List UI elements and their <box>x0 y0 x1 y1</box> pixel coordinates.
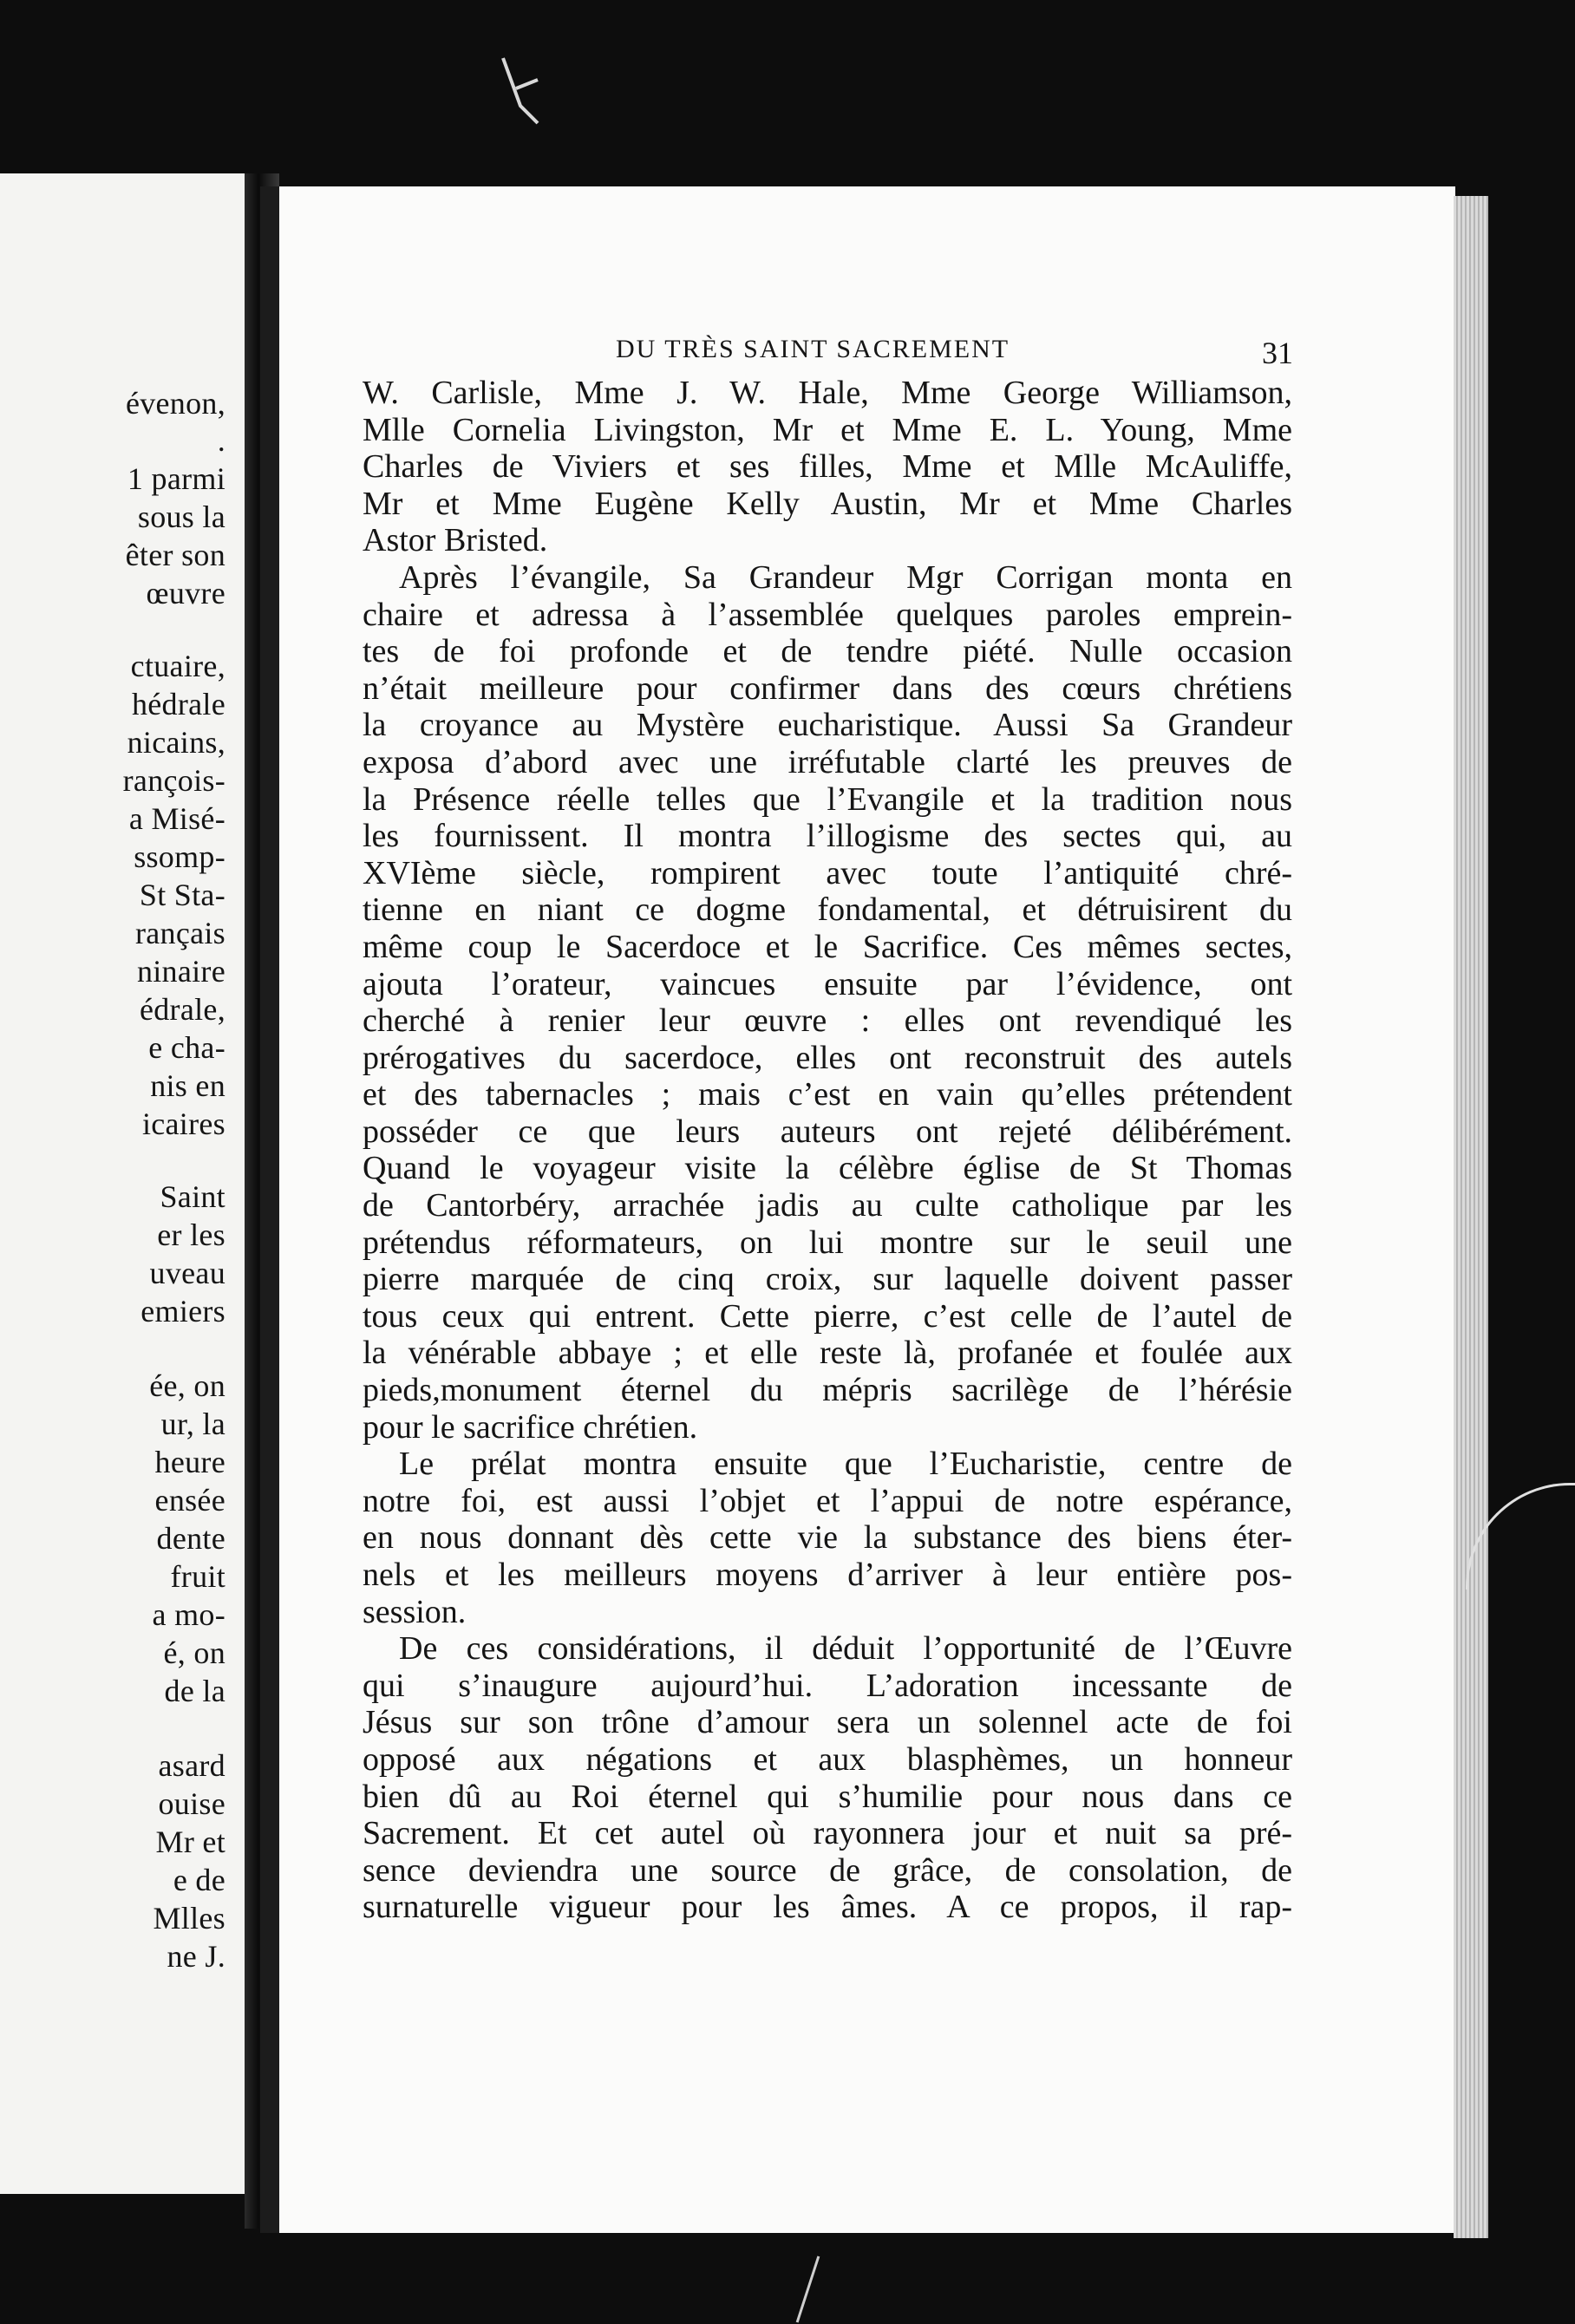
left-page-line: ninaire <box>136 954 225 989</box>
left-page-line: Mlles <box>153 1901 225 1936</box>
page-edges <box>1454 196 1488 2238</box>
left-page-line: édrale, <box>139 992 225 1027</box>
left-page-line: 1 parmi <box>127 461 225 496</box>
left-page-line: er les <box>157 1217 225 1252</box>
left-page-line: nicains, <box>127 725 225 760</box>
page-number: 31 <box>1262 336 1293 370</box>
body-line: qui s’inaugure aujourd’hui. L’adoration incessante de <box>363 1667 1292 1704</box>
body-line: prérogatives du sacerdoce, elles ont reconstruit des autels <box>363 1039 1292 1076</box>
left-page-line: fruit <box>170 1559 225 1594</box>
left-page-line: rançais <box>134 916 225 950</box>
body-line: nels et les meilleurs moyens d’arriver à leur entière pos- <box>363 1557 1292 1593</box>
left-facing-page <box>0 173 245 2194</box>
body-line: pour le sacrifice chrétien. <box>363 1408 698 1446</box>
body-line: Mlle Cornelia Livingston, Mr et Mme E. L. Young, Mme <box>363 411 1292 448</box>
left-page-line: ctuaire, <box>130 649 225 683</box>
body-line: session. <box>363 1593 467 1630</box>
body-line: prétendus réformateurs, on lui montre sur le seuil une <box>363 1224 1292 1261</box>
left-page-line: dente <box>156 1521 225 1556</box>
body-line: bien dû au Roi éternel qui s’humilie pour nous dans ce <box>363 1778 1292 1815</box>
body-line: ajouta l’orateur, vaincues ensuite par l’évidence, ont <box>363 965 1292 1002</box>
body-line: pierre marquée de cinq croix, sur laquelle doivent passer <box>363 1261 1292 1298</box>
body-line: tienne en niant ce dogme fondamental, et détruisirent du <box>363 891 1292 929</box>
left-page-line: ne J. <box>167 1939 225 1974</box>
body-line: XVIème siècle, rompirent avec toute l’antiquité chré- <box>363 854 1292 891</box>
body-line: la Présence réelle telles que l’Evangile et la tradition nous <box>363 780 1292 818</box>
body-line: Après l’évangile, Sa Grandeur Mgr Corrigan monta en <box>399 558 1292 596</box>
running-head: DU TRÈS SAINT SACREMENT <box>616 335 1010 363</box>
body-line: la vénérable abbaye ; et elle reste là, profanée et foulée aux <box>363 1335 1292 1372</box>
left-page-line: icaires <box>141 1107 225 1141</box>
body-line: Mr et Mme Eugène Kelly Austin, Mr et Mme Charles <box>363 485 1292 522</box>
left-page-line: uveau <box>149 1256 225 1290</box>
body-line: pieds,monument éternel du mépris sacrilège de l’hérésie <box>363 1372 1292 1409</box>
left-page-line: . <box>217 423 225 458</box>
tape-mark <box>494 54 546 132</box>
thread-speck <box>796 2255 820 2322</box>
body-line: opposé aux négations et aux blasphèmes, un honneur <box>363 1740 1292 1778</box>
body-line: posséder ce que leurs auteurs ont rejeté délibérément. <box>363 1113 1292 1150</box>
left-page-line: Mr et <box>155 1825 225 1859</box>
body-line: chaire et adressa à l’assemblée quelques paroles emprein- <box>363 596 1292 633</box>
left-page-line: rançois- <box>122 763 225 798</box>
body-line: De ces considérations, il déduit l’opportunité de l’Œuvre <box>399 1630 1292 1668</box>
left-page-line: ur, la <box>160 1407 225 1441</box>
left-page-line: évenon, <box>125 386 225 421</box>
left-page-line: ouise <box>158 1786 225 1821</box>
body-line: exposa d’abord avec une irréfutable clarté les preuves de <box>363 743 1292 780</box>
left-page-line: ensée <box>154 1483 225 1518</box>
body-line: sence deviendra une source de grâce, de consolation, de <box>363 1851 1292 1889</box>
left-page-line: Saint <box>160 1179 225 1214</box>
body-line: la croyance au Mystère eucharistique. Aussi Sa Grandeur <box>363 707 1292 744</box>
body-line: les fournissent. Il montra l’illogisme des sectes qui, au <box>363 818 1292 855</box>
left-page-line: e de <box>173 1863 225 1897</box>
body-line: tous ceux qui entrent. Cette pierre, c’est celle de l’autel de <box>363 1297 1292 1335</box>
body-line: et des tabernacles ; mais c’est en vain qu’elles prétendent <box>363 1076 1292 1113</box>
left-page-line: a mo- <box>152 1597 225 1632</box>
left-page-line: nis en <box>150 1068 225 1103</box>
left-page-line: ée, on <box>149 1368 225 1403</box>
left-page-line: ssomp- <box>134 839 225 874</box>
left-page-line: é, on <box>163 1635 225 1670</box>
left-page-line: êter son <box>125 538 225 572</box>
body-line: Quand le voyageur visite la célèbre église de St Thomas <box>363 1150 1292 1187</box>
body-text <box>363 375 1292 1926</box>
body-line: même coup le Sacerdoce et le Sacrifice. Ces mêmes sectes, <box>363 928 1292 965</box>
left-page-line: sous la <box>137 499 225 534</box>
body-line: Astor Bristed. <box>363 522 548 559</box>
body-line: cherché à renier leur œuvre : elles ont revendiqué les <box>363 1002 1292 1040</box>
left-page-line: emiers <box>141 1294 225 1328</box>
body-line: tes de foi profonde et de tendre piété. Nulle occasion <box>363 633 1292 670</box>
left-page-line: heure <box>154 1445 225 1479</box>
left-page-line: asard <box>158 1748 225 1783</box>
left-page-line: a Misé- <box>128 801 225 836</box>
left-page-line: œuvre <box>146 576 225 610</box>
body-line: en nous donnant dès cette vie la substance des biens éter- <box>363 1519 1292 1557</box>
left-page-line: e cha- <box>148 1030 225 1065</box>
left-page-line: St Sta- <box>139 878 225 912</box>
left-page-line: de la <box>164 1674 225 1708</box>
body-line: Sacrement. Et cet autel où rayonnera jour et nuit sa pré- <box>363 1815 1292 1852</box>
body-line: de Cantorbéry, arrachée jadis au culte catholique par les <box>363 1187 1292 1224</box>
body-line: surnaturelle vigueur pour les âmes. A ce propos, il rap- <box>363 1889 1292 1926</box>
body-line: notre foi, est aussi l’objet et l’appui de notre espérance, <box>363 1482 1292 1519</box>
body-line: Le prélat montra ensuite que l’Eucharistie, centre de <box>399 1446 1292 1483</box>
left-page-line: hédrale <box>131 687 225 721</box>
body-line: n’était meilleure pour confirmer dans des cœurs chrétiens <box>363 669 1292 707</box>
body-line: Charles de Viviers et ses filles, Mme et Mlle McAuliffe, <box>363 448 1292 486</box>
body-line: Jésus sur son trône d’amour sera un solennel acte de foi <box>363 1704 1292 1741</box>
body-line: W. Carlisle, Mme J. W. Hale, Mme George Williamson, <box>363 375 1292 411</box>
